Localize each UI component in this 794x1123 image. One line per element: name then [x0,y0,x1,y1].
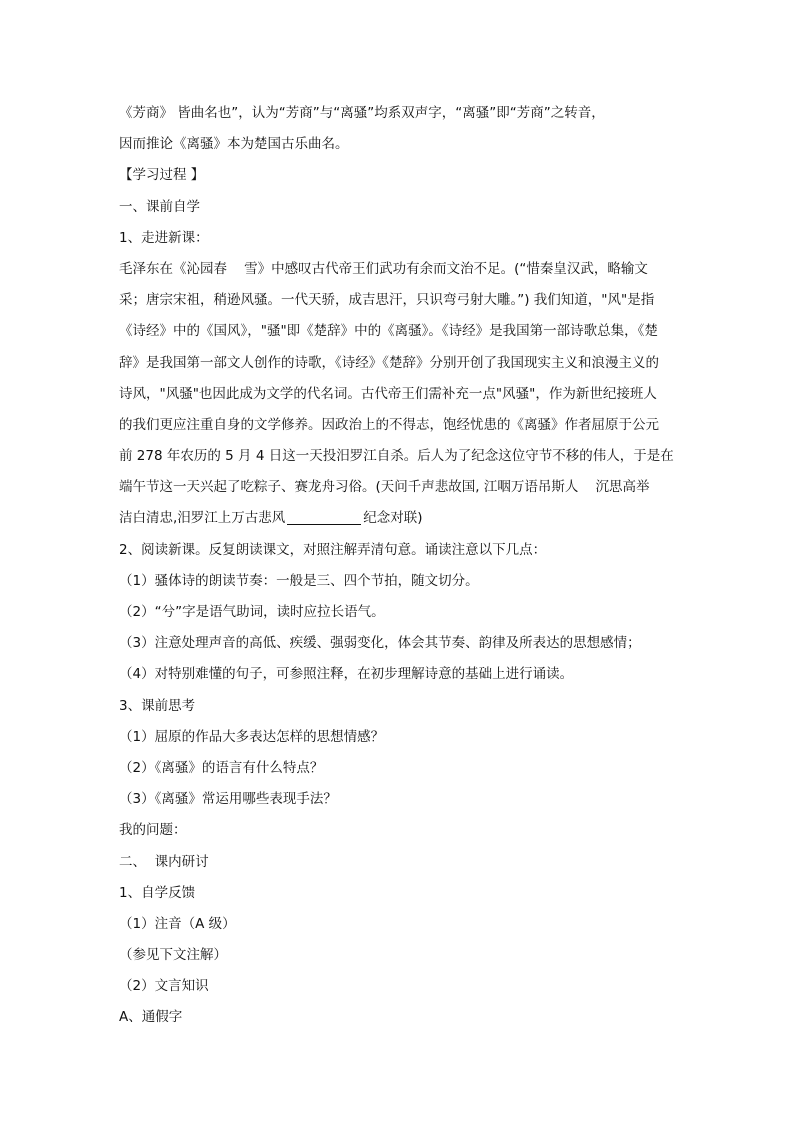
paragraph-line: 《诗经》中的《国风》，"骚"即《楚辞》中的《离骚》。《诗经》是我国第一部诗歌总集，《楚 [119,323,658,340]
couplet-caption: 纪念对联) [363,510,423,527]
section-1-item-2-heading: 2、阅读新课。反复朗读课文，对照注解弄清句意。诵读注意以下几点： [119,541,547,558]
paragraph-line: 端午节这一天兴起了吃粽子、赛龙舟习俗。(天问千声悲故国, 江咽万语吊斯人 沉思高举 [119,479,650,496]
fill-in-blank [287,510,361,525]
tongjia-heading: A、通假字 [119,1009,183,1026]
phonetic-heading: （1）注音（A 级） [119,915,236,932]
section-1-item-3-heading: 3、课前思考 [119,697,196,714]
thinking-question: （1）屈原的作品大多表达怎样的思想情感？ [119,728,385,745]
paragraph-line: 毛泽东在《沁园春 雪》中感叹古代帝王们武功有余而文治不足。(“惜秦皇汉武，略输文 [119,260,648,277]
reading-point: （4）对特别难懂的句子，可参照注释，在初步理解诗意的基础上进行诵读。 [119,666,574,683]
paragraph-line: 的我们更应注重自身的文学修养。因政治上的不得志，饱经忧患的《离骚》作者屈原于公元 [119,416,659,433]
thinking-question: （3）《离骚》常运用哪些表现手法？ [119,791,337,808]
my-questions-label: 我的问题： [119,822,187,839]
reading-point: （1）骚体诗的朗读节奏：一般是三、四个节拍，随文切分。 [119,572,479,589]
reading-point: （2）“兮”字是语气助词，读时应拉长语气。 [119,604,385,620]
paragraph-line-with-blank [119,503,679,534]
paragraph-line: 辞》是我国第一部文人创作的诗歌，《诗经》《楚辞》分别开创了我国现实主义和浪漫主义的 [119,354,659,371]
paragraph-line: 诗风，"风骚"也因此成为文学的代名词。古代帝王们需补充一点"风骚"，作为新世纪接班人 [119,385,657,402]
classical-knowledge-heading: （2）文言知识 [119,978,209,995]
process-heading: 【学习过程 】 [119,167,205,184]
section-1-item-1-paragraph [119,254,679,535]
document-body [119,98,679,1034]
section-1-heading: 一、课前自学 [119,198,200,215]
paragraph-line: 前 278 年农历的 5 月 4 日这一天投汨罗江自杀。后人为了纪念这位守节不移的伟人，于是在 [119,448,674,465]
intro-line-2: 因而推论《离骚》本为楚国古乐曲名。 [119,136,349,153]
section-2-heading: 二、 课内研讨 [119,853,209,870]
paragraph-line: 采；唐宗宋祖，稍逊风骚。一代天骄，成吉思汗，只识弯弓射大雕。”) 我们知道，"风"是指 [119,292,655,309]
couplet-text: 洁白清忠,汨罗江上万古悲风 [119,510,286,527]
reading-point: （3）注意处理声音的高低、疾缓、强弱变化，体会其节奏、韵律及所表达的思想感情； [119,635,641,652]
section-1-item-1-heading: 1、走进新课： [119,229,209,246]
intro-line-1: 《芳商》 皆曲名也”，认为“芳商”与“离骚”均系双声字，“离骚”即“芳商”之转音， [119,105,605,121]
phonetic-note: （参见下文注解） [119,947,227,964]
section-2-item-1-heading: 1、自学反馈 [119,884,196,901]
thinking-question: （2）《离骚》的语言有什么特点？ [119,759,324,776]
